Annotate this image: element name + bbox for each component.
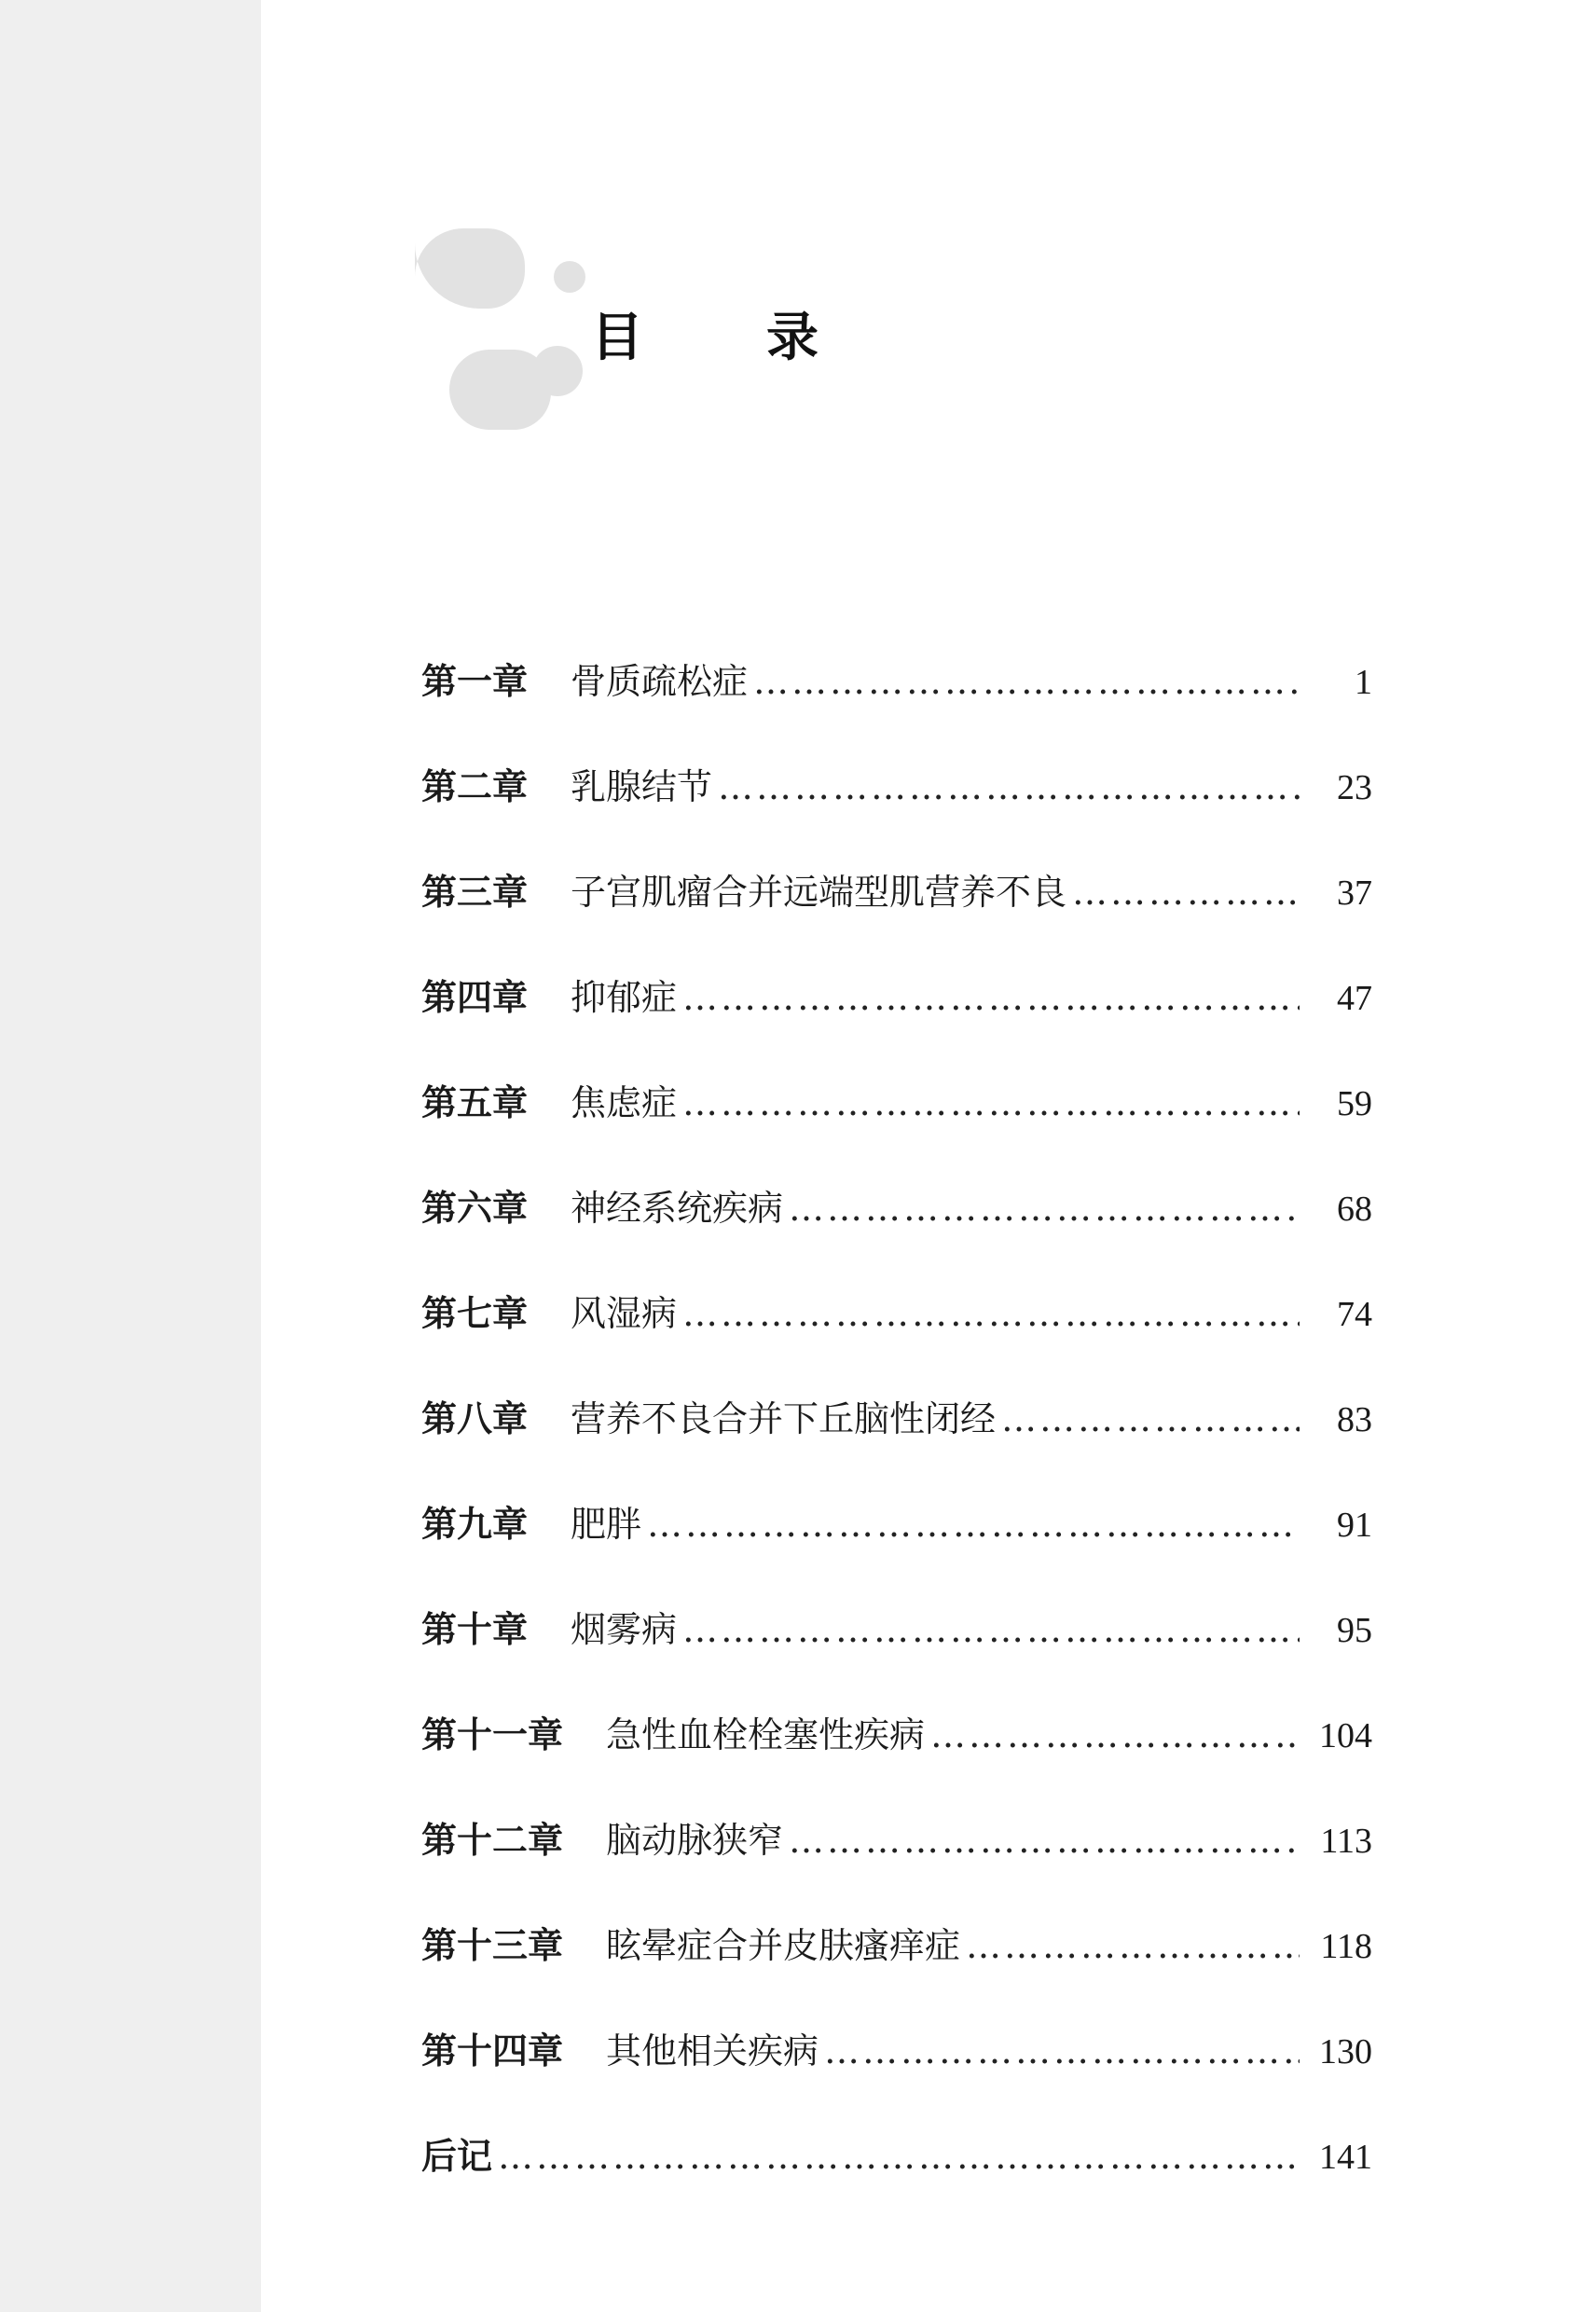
chapter-number: 第九章 (421, 1503, 529, 1545)
chapter-title: 其他相关疾病 (606, 2030, 819, 2071)
chapter-number: 第十章 (421, 1608, 529, 1650)
dot-leader (753, 661, 1300, 702)
chapter-number: 第五章 (421, 1081, 529, 1123)
chapter-number: 后记 (421, 2135, 493, 2177)
toc-entry[interactable] (421, 1601, 1372, 1706)
dot-leader (1072, 872, 1300, 913)
chapter-number: 第四章 (421, 976, 529, 1018)
chapter-title: 眩晕症合并皮肤瘙痒症 (606, 1925, 961, 1966)
dot-leader (498, 2136, 1300, 2177)
toc-entry[interactable] (421, 1390, 1372, 1495)
page-number: 23 (1337, 768, 1372, 807)
toc-entry[interactable] (421, 1917, 1372, 2022)
page-number: 59 (1337, 1084, 1372, 1123)
chapter-number: 第十四章 (421, 2030, 564, 2071)
chapter-title: 乳腺结节 (571, 766, 713, 807)
chapter-number: 第十一章 (421, 1713, 564, 1755)
toc-entry[interactable] (421, 758, 1372, 863)
toc-entry[interactable] (421, 1811, 1372, 1917)
page-number: 68 (1337, 1190, 1372, 1229)
chapter-title: 抑郁症 (571, 977, 678, 1018)
dot-leader (1001, 1398, 1300, 1439)
page-number: 141 (1319, 2138, 1372, 2177)
page-number: 118 (1320, 1927, 1372, 1966)
dot-leader (789, 1188, 1300, 1229)
page-number: 130 (1319, 2032, 1372, 2071)
dot-leader (824, 2030, 1300, 2071)
page-number: 113 (1320, 1822, 1372, 1861)
chapter-title: 骨质疏松症 (571, 661, 749, 702)
toc-entry[interactable] (421, 2127, 1372, 2233)
chapter-number: 第六章 (421, 1187, 529, 1229)
dot-leader (647, 1504, 1300, 1545)
chapter-number: 第八章 (421, 1397, 529, 1439)
page-number: 91 (1337, 1506, 1372, 1545)
chapter-title: 子宫肌瘤合并远端型肌营养不良 (571, 872, 1067, 913)
dot-leader (682, 1082, 1300, 1123)
dot-leader (930, 1714, 1300, 1755)
page-number: 47 (1337, 979, 1372, 1018)
toc-entry[interactable] (421, 1074, 1372, 1179)
chapter-number: 第一章 (421, 660, 529, 702)
page-number: 95 (1337, 1611, 1372, 1650)
page-number: 83 (1337, 1400, 1372, 1439)
chapter-number: 第七章 (421, 1292, 529, 1334)
dot-leader (682, 1293, 1300, 1334)
dot-leader (682, 977, 1300, 1018)
chapter-title: 脑动脉狭窄 (606, 1820, 784, 1861)
page-number: 1 (1355, 663, 1372, 702)
dot-leader (682, 1609, 1300, 1650)
chapter-title: 风湿病 (571, 1293, 678, 1334)
chapter-title: 神经系统疾病 (571, 1188, 784, 1229)
toc-entry[interactable] (421, 1285, 1372, 1390)
chapter-title: 烟雾病 (571, 1609, 678, 1650)
chapter-title: 肥胖 (571, 1504, 642, 1545)
page-number: 104 (1319, 1716, 1372, 1755)
page-margin-strip (0, 0, 261, 2312)
toc-entry[interactable] (421, 969, 1372, 1074)
chapter-number: 第十二章 (421, 1819, 564, 1861)
toc-entry[interactable] (421, 1495, 1372, 1601)
chapter-title: 焦虑症 (571, 1082, 678, 1123)
chapter-title: 营养不良合并下丘脑性闭经 (571, 1398, 997, 1439)
chapter-number: 第二章 (421, 765, 529, 807)
page-title: 目 录 (591, 307, 854, 368)
toc-entry[interactable] (421, 1179, 1372, 1285)
dot-leader (966, 1925, 1300, 1966)
dot-leader (789, 1820, 1300, 1861)
title-decoration-icon (415, 228, 601, 443)
chapter-title: 急性血栓栓塞性疾病 (606, 1714, 926, 1755)
chapter-number: 第十三章 (421, 1924, 564, 1966)
chapter-number: 第三章 (421, 871, 529, 913)
page-number: 37 (1337, 874, 1372, 913)
toc-list (421, 653, 1372, 2233)
toc-entry[interactable] (421, 2022, 1372, 2127)
toc-entry[interactable] (421, 863, 1372, 969)
toc-entry[interactable] (421, 1706, 1372, 1811)
dot-leader (718, 766, 1300, 807)
page-number: 74 (1337, 1295, 1372, 1334)
toc-entry[interactable] (421, 653, 1372, 758)
